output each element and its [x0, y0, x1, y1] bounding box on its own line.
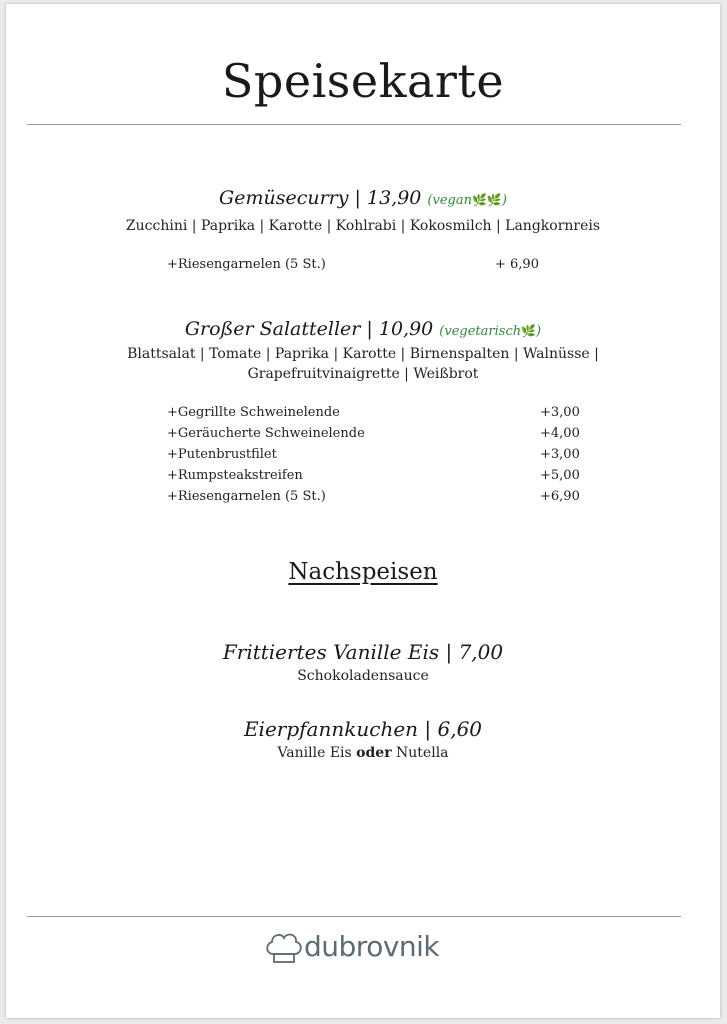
extra-price: +3,00: [540, 405, 580, 420]
dessert-description: Schokoladensauce: [297, 668, 429, 684]
extra-label: +Geräucherte Schweinelende: [167, 426, 365, 441]
extra-label: +Gegrillte Schweinelende: [167, 405, 340, 420]
dessert-name: Eierpfannkuchen | 6,60: [243, 717, 483, 741]
extra-price: + 6,90: [495, 257, 539, 272]
extra-price: +6,90: [540, 489, 580, 504]
page-title: Speisekarte: [221, 54, 505, 108]
dish-heading-curry: [6, 187, 720, 209]
leaf-icon: 🌿: [521, 324, 537, 338]
diet-tag: (vegan🌿🌿): [427, 193, 507, 208]
top-divider: [27, 124, 681, 125]
ingredients-line: Blattsalat | Tomate | Paprika | Karotte | Birnenspalten | Walnüsse |: [127, 346, 599, 362]
section-heading-desserts: Nachspeisen: [288, 559, 438, 585]
dish-name: Gemüsecurry | 13,90: [219, 187, 422, 209]
chef-hat-icon: [264, 930, 304, 966]
restaurant-logo: [264, 928, 464, 972]
extra-label: +Riesengarnelen (5 St.): [167, 489, 326, 504]
leaf-icon: 🌿🌿: [471, 193, 502, 207]
bottom-divider: [27, 916, 681, 917]
logo-wordmark: dubrovnik: [304, 930, 440, 963]
extra-label: +Putenbrustfilet: [167, 447, 277, 462]
dish-name: Großer Salatteller | 10,90: [184, 318, 434, 340]
extra-price: +4,00: [540, 426, 580, 441]
dessert-choice-word: oder: [356, 745, 392, 761]
dish-heading-salad: [6, 318, 720, 340]
ingredients-line: Zucchini | Paprika | Karotte | Kohlrabi | Kokosmilch | Langkornreis: [125, 218, 601, 234]
dessert-description: Vanille Eis oder Nutella: [277, 745, 449, 761]
extra-price: +5,00: [540, 468, 580, 483]
diet-tag: (vegetarisch🌿): [439, 324, 542, 339]
menu-page: [6, 4, 720, 1018]
extra-price: +3,00: [540, 447, 580, 462]
extra-label: +Rumpsteakstreifen: [167, 468, 303, 483]
ingredients-line: Grapefruitvinaigrette | Weißbrot: [247, 366, 479, 382]
dessert-name: Frittiertes Vanille Eis | 7,00: [222, 640, 504, 664]
extra-label: +Riesengarnelen (5 St.): [167, 257, 326, 272]
